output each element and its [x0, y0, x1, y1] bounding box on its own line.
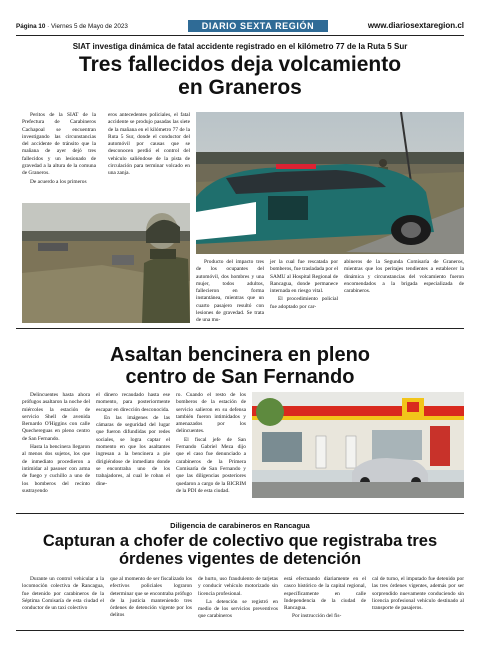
- article3-kicker: Diligencia de carabineros en Rancagua: [170, 521, 310, 530]
- article1-col2: [108, 112, 190, 178]
- article3-col1: [22, 576, 104, 612]
- article3-col4: [284, 576, 366, 621]
- article3-col2: [110, 576, 192, 620]
- gas-station-illustration: [252, 392, 464, 498]
- article3-paragraph: de hurto, uso fraudulento de tarjetas y conducir vehículo motorizado sin licencia profesional.: [198, 576, 278, 597]
- article-divider: [16, 328, 464, 329]
- header-divider: [16, 35, 464, 36]
- article1-col4: [270, 259, 338, 311]
- article3-paragraph: cal de turno, el imputado fue detenido por las tres órdenes vigentes, además por ser sorprendido nuevamente conduciendo sin licencia profesional vehículo destinado al transporte de pasajeros.: [372, 576, 464, 612]
- article2-paragraph: Delincuentes hasta ahora prófugos asaltaron la noche del miércoles la estación de servicio Shell de avenida Bernardo O'Higgins con calle Quechereguas en pleno centro de San Fernando.: [22, 392, 90, 442]
- article1-kicker: SIAT investiga dinámica de fatal accidente registrado en el kilómetro 77 de la Ruta 5 Sur: [72, 42, 408, 51]
- article2-col2: [96, 392, 170, 488]
- article1-col3: [196, 259, 264, 325]
- article1-col5: [344, 259, 464, 295]
- article3-paragraph: que al momento de ser fiscalizado los efectivos policiales lograron determinar que se encontraba prófugo de la justicia manteniendo tres órdenes de detención vigente por los delitos: [110, 576, 192, 619]
- article3-col5: [372, 576, 464, 612]
- article2-title: [16, 344, 464, 388]
- article1-paragraph: El procedimiento policial fue adoptado por car-: [270, 296, 338, 310]
- article1-paragraph: jer la cual fue rescatada por bomberos, fue trasladada por el SAMU al Hospital Regional de Rancagua, donde permanece internada en riesgo vital.: [270, 259, 338, 295]
- accident-scene-photo: [196, 112, 464, 254]
- article1-paragraph: eros antecedentes policiales, el fatal accidente se produjo pasadas las siete de la mañana en el kilómetro 77 de la Ruta 5 Sur, donde el conductor del automóvil por causas que se desconocen perdió el control del vehículo saliéndose de la pista de circulación para terminar volcado en una zanja.: [108, 112, 190, 177]
- page-date: · Viernes 5 de Mayo de 2023: [47, 23, 128, 30]
- police-officer-illustration: [22, 203, 190, 323]
- article1-paragraph: De acuerdo a los primeros: [30, 178, 87, 185]
- article1-paragraph: Producto del impacto tres de los ocupantes del automóvil, dos hombres y una mujer, todos adultos, fallecieron en forma instantánea, mientras que un cuarto pasajero resultó con lesiones de gravedad. Se trata de una mu-: [196, 259, 264, 324]
- article3-col3: [198, 576, 278, 621]
- article2-paragraph: Hasta la bencinera llegaron al menos dos sujetos, los que de inmediato procedieron a intimidar al pasoser con arma de fuego y cuchillo a uno de los bomberos del recinto sustrayendo: [22, 444, 90, 494]
- article-divider: [16, 513, 464, 514]
- article2-title-line2: centro de San Fernando: [125, 366, 355, 388]
- page-label: Página 10: [16, 23, 46, 30]
- website-label: www.diariosextaregion.cl: [367, 21, 464, 30]
- article3-paragraph: La detención se registró en medio de los servicios preventivos que carabineros: [198, 598, 278, 620]
- police-officer-photo: [22, 203, 190, 323]
- page-meta: [16, 23, 128, 30]
- article1-paragraph: Peritos de la SIAT de la Prefectura de Carabineros Cachapoal se encuentran investigando las circunstancias del accidente de tránsito que la mañana de ayer dejó tres fallecidos y un lesionado de gravedad a la altura de la comuna de Graneros.: [22, 112, 96, 177]
- article1-title-line1: Tres fallecidos deja volcamiento: [78, 53, 402, 76]
- article2-title-line1: Asaltan bencinera en pleno: [109, 344, 371, 366]
- brand-banner: DIARIO SEXTA REGIÓN: [188, 20, 328, 32]
- gas-station-photo: [252, 392, 464, 498]
- article1-title-line2: en Graneros: [178, 76, 302, 99]
- article1-title: [16, 53, 464, 99]
- article2-col1: [22, 392, 90, 495]
- article3-paragraph: Durante un control vehicular a la locomoción colectiva de Rancagua, fue detenido por carabineros de la Séptima Comisaría de esta ciudad el conductor de un taxi colectivo: [22, 576, 104, 612]
- article1-col1: [22, 112, 96, 186]
- article2-col3: [176, 392, 246, 495]
- accident-scene-illustration: [196, 112, 464, 254]
- article3-paragraph: Por instrucción del fis-: [292, 613, 342, 620]
- article3-paragraph: está efectuando diariamente en el casco histórico de la capital regional, específicamente en calle Independencia de la ciudad de Rancagua.: [284, 576, 366, 612]
- article1-paragraph: abineros de la Segunda Comisaría de Graneros, mientras que los peritajes tendientes a establecer la dinámica y circunstancias del volcamiento fueron encomendados a la brigada especializada de carabineros.: [344, 259, 464, 295]
- article3-title: [16, 532, 464, 568]
- article2-paragraph: El fiscal jefe de San Fernando Gabriel Meza dijo que el caso fue denunciado a carabineros de la Primera Comisaría de San Fernando y que las diligencias posteriores quedaron a cargo de la BICRIM de la PDI de esta ciudad.: [176, 436, 246, 494]
- article3-title-line1: Capturan a chofer de colectivo que registraba tres: [42, 532, 438, 550]
- article2-paragraph: el dinero recaudado hasta ese momento, para posteriormente escapar en dirección desconocida.: [96, 392, 170, 413]
- footer-divider: [16, 630, 464, 631]
- article2-paragraph: ro. Cuando el resto de los bomberos de la estación de servicio salieron en su defensa también fueron intimidados y amenazados por los delincuentes.: [176, 392, 246, 435]
- page-header: [16, 20, 464, 34]
- article3-title-line2: órdenes vigentes de detención: [118, 550, 362, 568]
- article2-paragraph: En las imágenes de las cámaras de seguridad del lugar que fueron difundidas por redes sociales, se logra captar el momento en que los asaltantes ingresan a la bencinera a pie dirigiéndose de inmediato donde se encontraba uno de los trabajadores, al cual le roban el dine-: [96, 414, 170, 487]
